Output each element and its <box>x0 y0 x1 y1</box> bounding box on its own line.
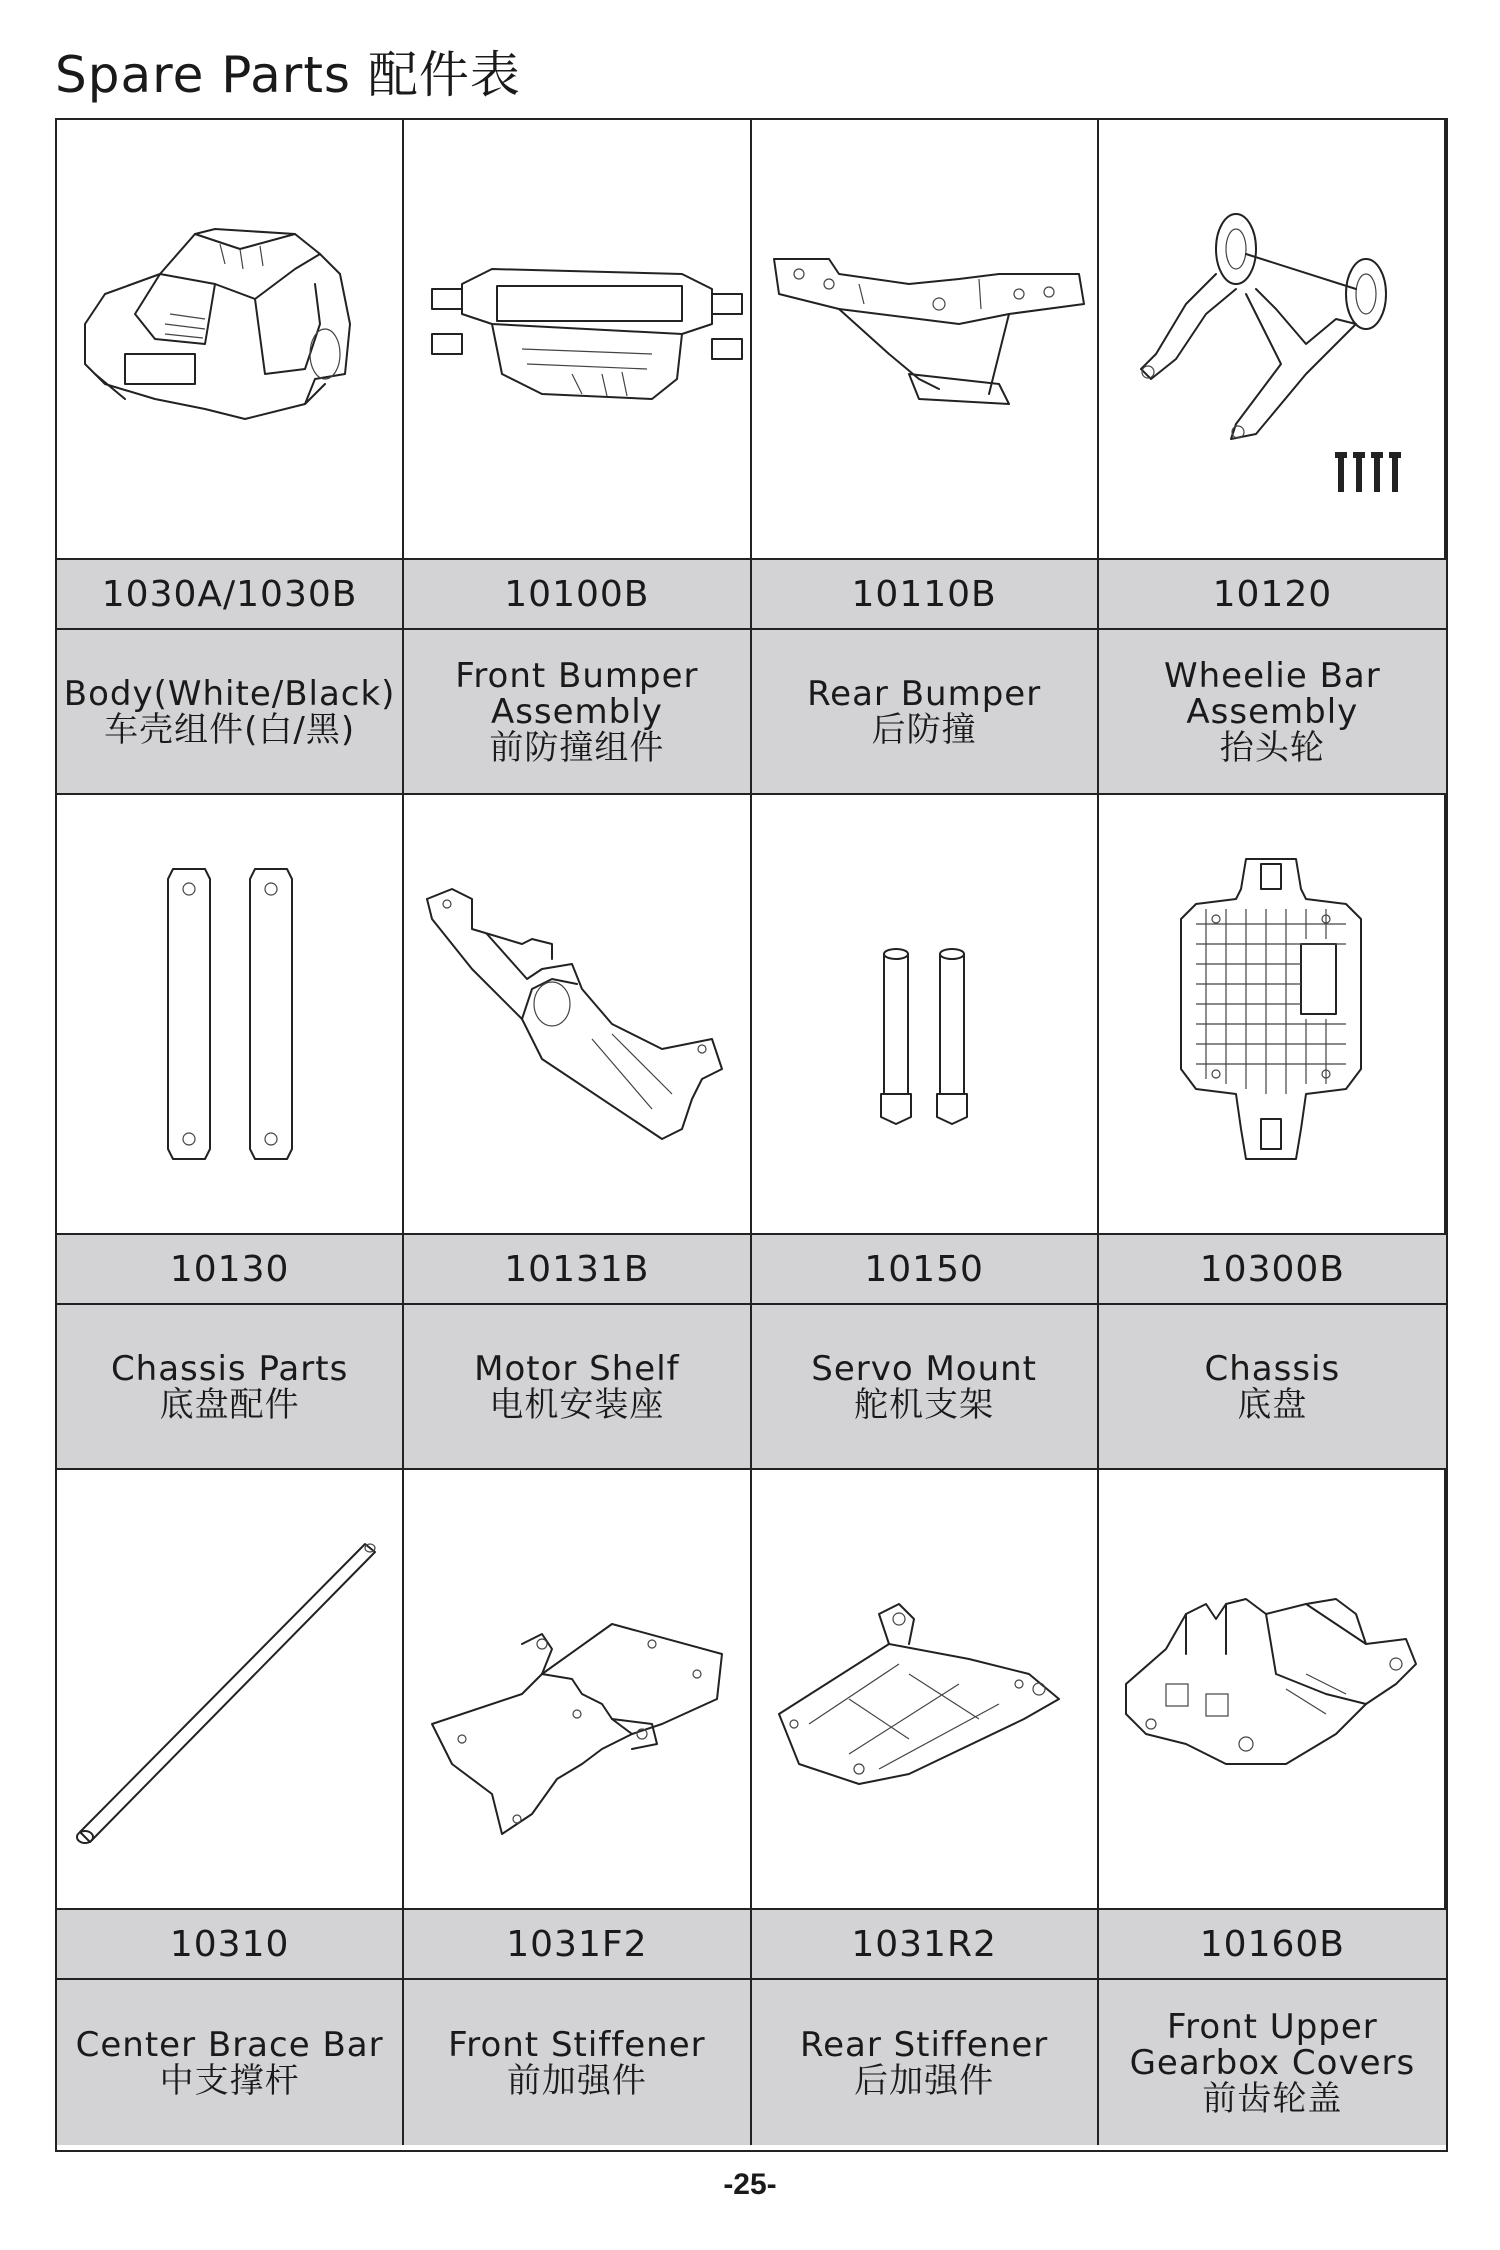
chassis-icon <box>1106 849 1436 1179</box>
part-name <box>57 1980 404 2145</box>
part-name <box>404 630 751 795</box>
part-name-chinese: 前防撞组件 <box>489 727 665 768</box>
body-shell-icon <box>65 174 395 504</box>
front-bumper-icon <box>412 174 742 504</box>
part-image <box>752 795 1099 1235</box>
part-image <box>404 795 751 1235</box>
part-name-english: Chassis Parts <box>110 1348 349 1389</box>
center-brace-bar-icon <box>65 1524 395 1854</box>
part-name-chinese: 抬头轮 <box>1219 727 1325 768</box>
part-image <box>1099 1470 1446 1910</box>
part-name-english: Center Brace Bar <box>75 2024 384 2065</box>
part-name <box>404 1305 751 1470</box>
gearbox-cover-icon <box>1106 1524 1436 1854</box>
part-name <box>1099 630 1446 795</box>
part-image <box>1099 120 1446 560</box>
part-image <box>57 120 404 560</box>
part-image <box>404 120 751 560</box>
part-name <box>57 630 404 795</box>
part-image <box>752 120 1099 560</box>
chassis-parts-icon <box>65 849 395 1179</box>
part-name-chinese: 中支撑杆 <box>159 2060 300 2101</box>
part-name-english: Front Stiffener <box>448 2024 706 2065</box>
motor-shelf-icon <box>412 849 742 1179</box>
part-name <box>752 1305 1099 1470</box>
part-name-chinese: 舵机支架 <box>854 1384 995 1425</box>
page-number: -25- <box>723 2168 777 2201</box>
part-code: 1031F2 <box>404 1910 751 1980</box>
part-code: 10130 <box>57 1235 404 1305</box>
spare-parts-table <box>55 118 1448 2152</box>
part-name-english: Motor Shelf <box>474 1348 680 1389</box>
part-name-english: Front Upper Gearbox Covers <box>1129 2006 1416 2083</box>
part-code: 10110B <box>752 560 1099 630</box>
part-image <box>57 795 404 1235</box>
part-name-chinese: 前齿轮盖 <box>1202 2078 1343 2119</box>
part-name <box>752 630 1099 795</box>
wheelie-bar-icon <box>1106 174 1436 504</box>
part-name <box>752 1980 1099 2145</box>
part-code: 10120 <box>1099 560 1446 630</box>
part-name <box>404 1980 751 2145</box>
servo-mount-icon <box>759 849 1089 1179</box>
part-name-english: Body(White/Black) <box>63 673 396 714</box>
part-name <box>1099 1305 1446 1470</box>
part-name <box>1099 1980 1446 2145</box>
part-name-chinese: 车壳组件(白/黑) <box>104 709 356 750</box>
part-name-english: Wheelie Bar Assembly <box>1163 655 1381 732</box>
part-name-english: Rear Bumper <box>807 673 1042 714</box>
front-stiffener-icon <box>412 1524 742 1854</box>
part-code: 10131B <box>404 1235 751 1305</box>
part-code: 10300B <box>1099 1235 1446 1305</box>
part-name-english: Servo Mount <box>811 1348 1038 1389</box>
rear-stiffener-icon <box>759 1524 1089 1854</box>
part-name-chinese: 后防撞 <box>871 709 977 750</box>
part-code: 1030A/1030B <box>57 560 404 630</box>
part-name-chinese: 前加强件 <box>506 2060 647 2101</box>
part-name-chinese: 后加强件 <box>854 2060 995 2101</box>
part-code: 10310 <box>57 1910 404 1980</box>
part-name-chinese: 底盘 <box>1237 1384 1308 1425</box>
part-name-chinese: 底盘配件 <box>159 1384 300 1425</box>
part-image <box>57 1470 404 1910</box>
part-name-chinese: 电机安装座 <box>489 1384 665 1425</box>
part-name-english: Front Bumper Assembly <box>455 655 699 732</box>
part-code: 10160B <box>1099 1910 1446 1980</box>
part-name-english: Chassis <box>1204 1348 1341 1389</box>
rear-bumper-icon <box>759 174 1089 504</box>
page-title: Spare Parts 配件表 <box>55 46 521 104</box>
part-name <box>57 1305 404 1470</box>
part-name-english: Rear Stiffener <box>799 2024 1049 2065</box>
part-image <box>752 1470 1099 1910</box>
part-code: 1031R2 <box>752 1910 1099 1980</box>
part-code: 10100B <box>404 560 751 630</box>
part-code: 10150 <box>752 1235 1099 1305</box>
part-image <box>404 1470 751 1910</box>
part-image <box>1099 795 1446 1235</box>
